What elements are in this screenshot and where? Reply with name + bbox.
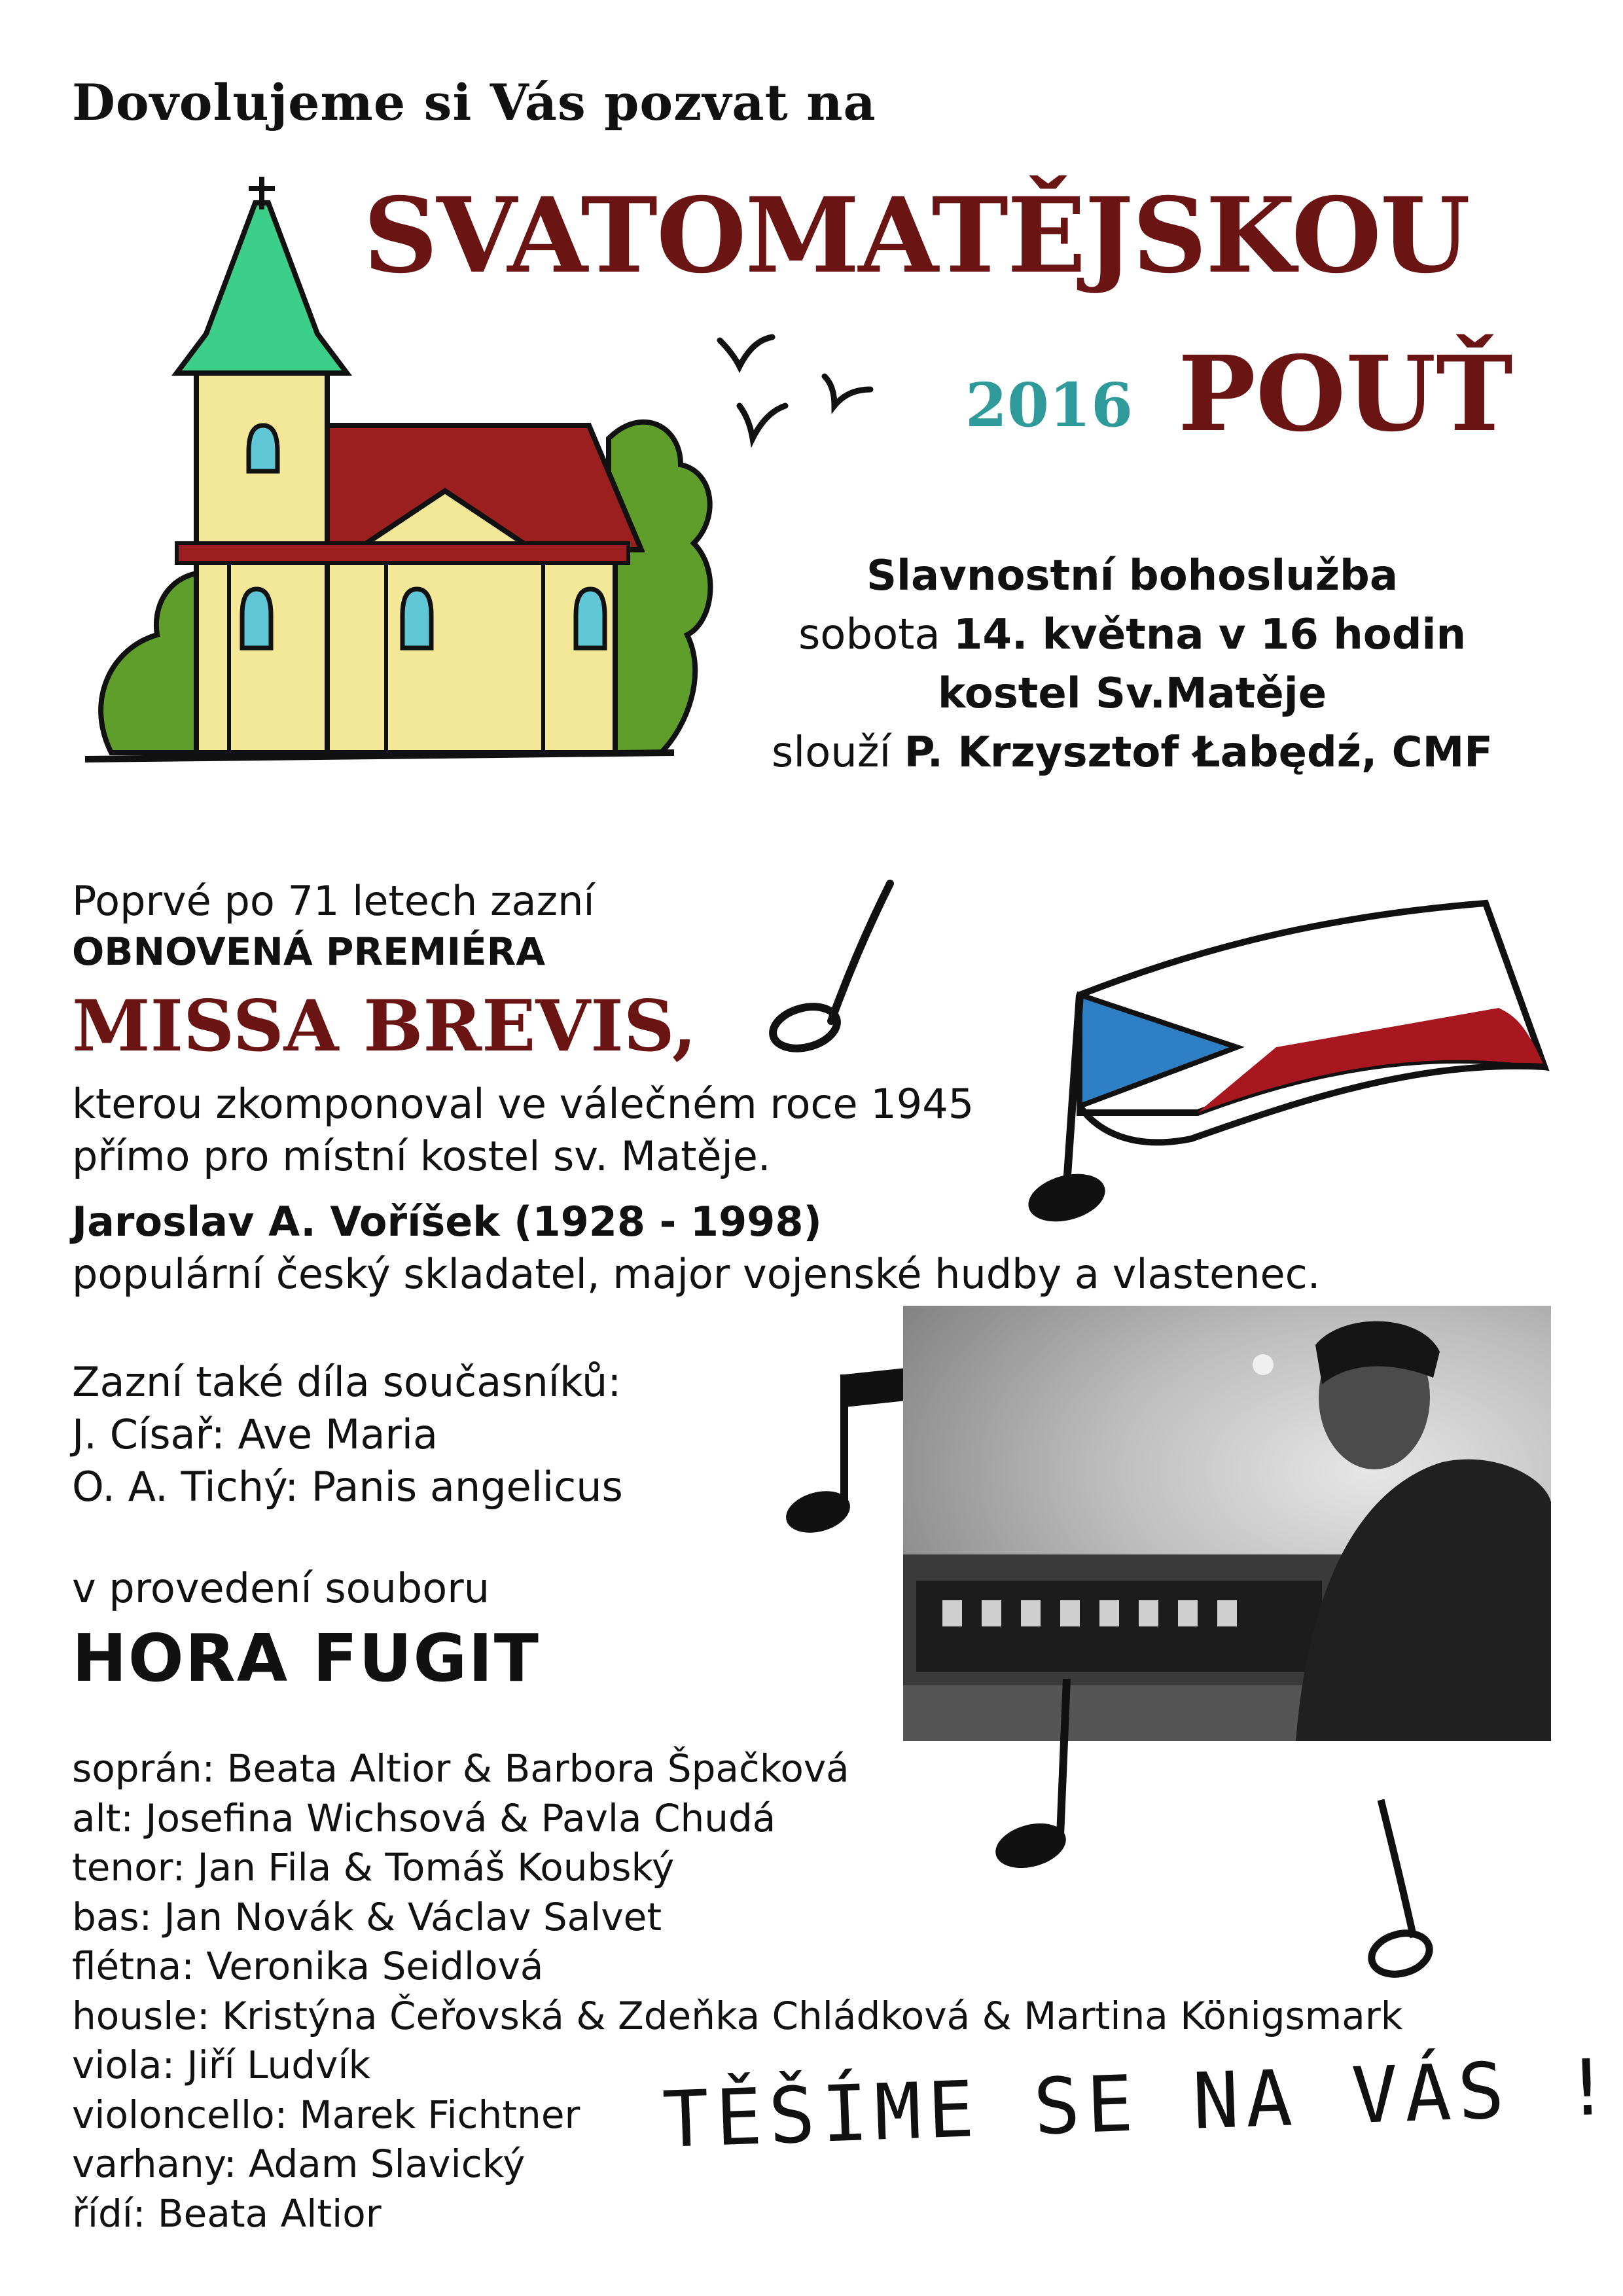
cast-member: tenor: Jan Fila & Tomáš Koubský [72, 1845, 675, 1890]
cast-member: soprán: Beata Altior & Barbora Špačková [72, 1746, 849, 1791]
invitation-intro: Dovolujeme si Vás pozvat na [72, 73, 876, 132]
composer-name: Jaroslav A. Voříšek (1928 - 1998) [72, 1198, 822, 1246]
cast-member: violoncello: Marek Fichtner [72, 2092, 580, 2137]
service-date: 14. května v 16 hodin [953, 611, 1467, 659]
service-heading: Slavnostní bohoslužba [866, 552, 1399, 600]
czech-flag-icon [1027, 890, 1564, 1257]
cast-member: varhany: Adam Slavický [72, 2142, 526, 2186]
cast-member: bas: Jan Novák & Václav Salvet [72, 1894, 662, 1939]
missa-desc-2: přímo pro místní kostel sv. Matěje. [72, 1132, 771, 1180]
music-note-icon [1348, 1787, 1446, 1996]
event-title-line1: SVATOMATĚJSKOU [363, 175, 1469, 296]
cast-member: řídí: Beata Altior [72, 2191, 382, 2236]
ensemble-name: HORA FUGIT [72, 1620, 540, 1696]
premiere-label: OBNOVENÁ PREMIÉRA [72, 929, 546, 974]
premiere-intro: Poprvé po 71 letech zazní [72, 877, 595, 925]
music-note-icon [969, 1666, 1099, 1882]
celebrant-name: P. Krzysztof Łabędź, CMF [904, 728, 1493, 777]
music-note-icon [753, 870, 916, 1067]
cast-member: housle: Kristýna Čeřovská & Zdeňka Chládková & Martina Königsmark [72, 1993, 1403, 2038]
signoff-text: TĚŠÍME SE NA VÁS ! [661, 2041, 1618, 2165]
composer-desc: populární český skladatel, major vojenské hudby a vlastenec. [72, 1250, 1321, 1298]
cast-member: viola: Jiří Ludvík [72, 2043, 371, 2087]
service-place: kostel Sv.Matěje [937, 670, 1327, 718]
service-date-prefix: sobota [798, 611, 940, 659]
birds-icon [713, 327, 883, 458]
event-year: 2016 [965, 370, 1133, 440]
other-work-2: O. A. Tichý: Panis angelicus [72, 1463, 623, 1511]
cast-list [72, 1744, 1402, 2238]
church-illustration [72, 164, 726, 792]
missa-desc-1: kterou zkomponoval ve válečném roce 1945 [72, 1080, 974, 1128]
service-block [707, 547, 1558, 782]
missa-title: MISSA BREVIS, [72, 985, 697, 1067]
event-title-line2: POUŤ [1178, 334, 1513, 455]
celebrant-prefix: slouží [772, 728, 891, 777]
cast-member: alt: Josefina Wichsová & Pavla Chudá [72, 1795, 776, 1840]
ensemble-intro: v provedení souboru [72, 1564, 490, 1612]
others-intro: Zazní také díla současníků: [72, 1358, 622, 1406]
cast-member: flétna: Veronika Seidlová [72, 1944, 544, 1988]
other-work-1: J. Císař: Ave Maria [72, 1410, 438, 1458]
